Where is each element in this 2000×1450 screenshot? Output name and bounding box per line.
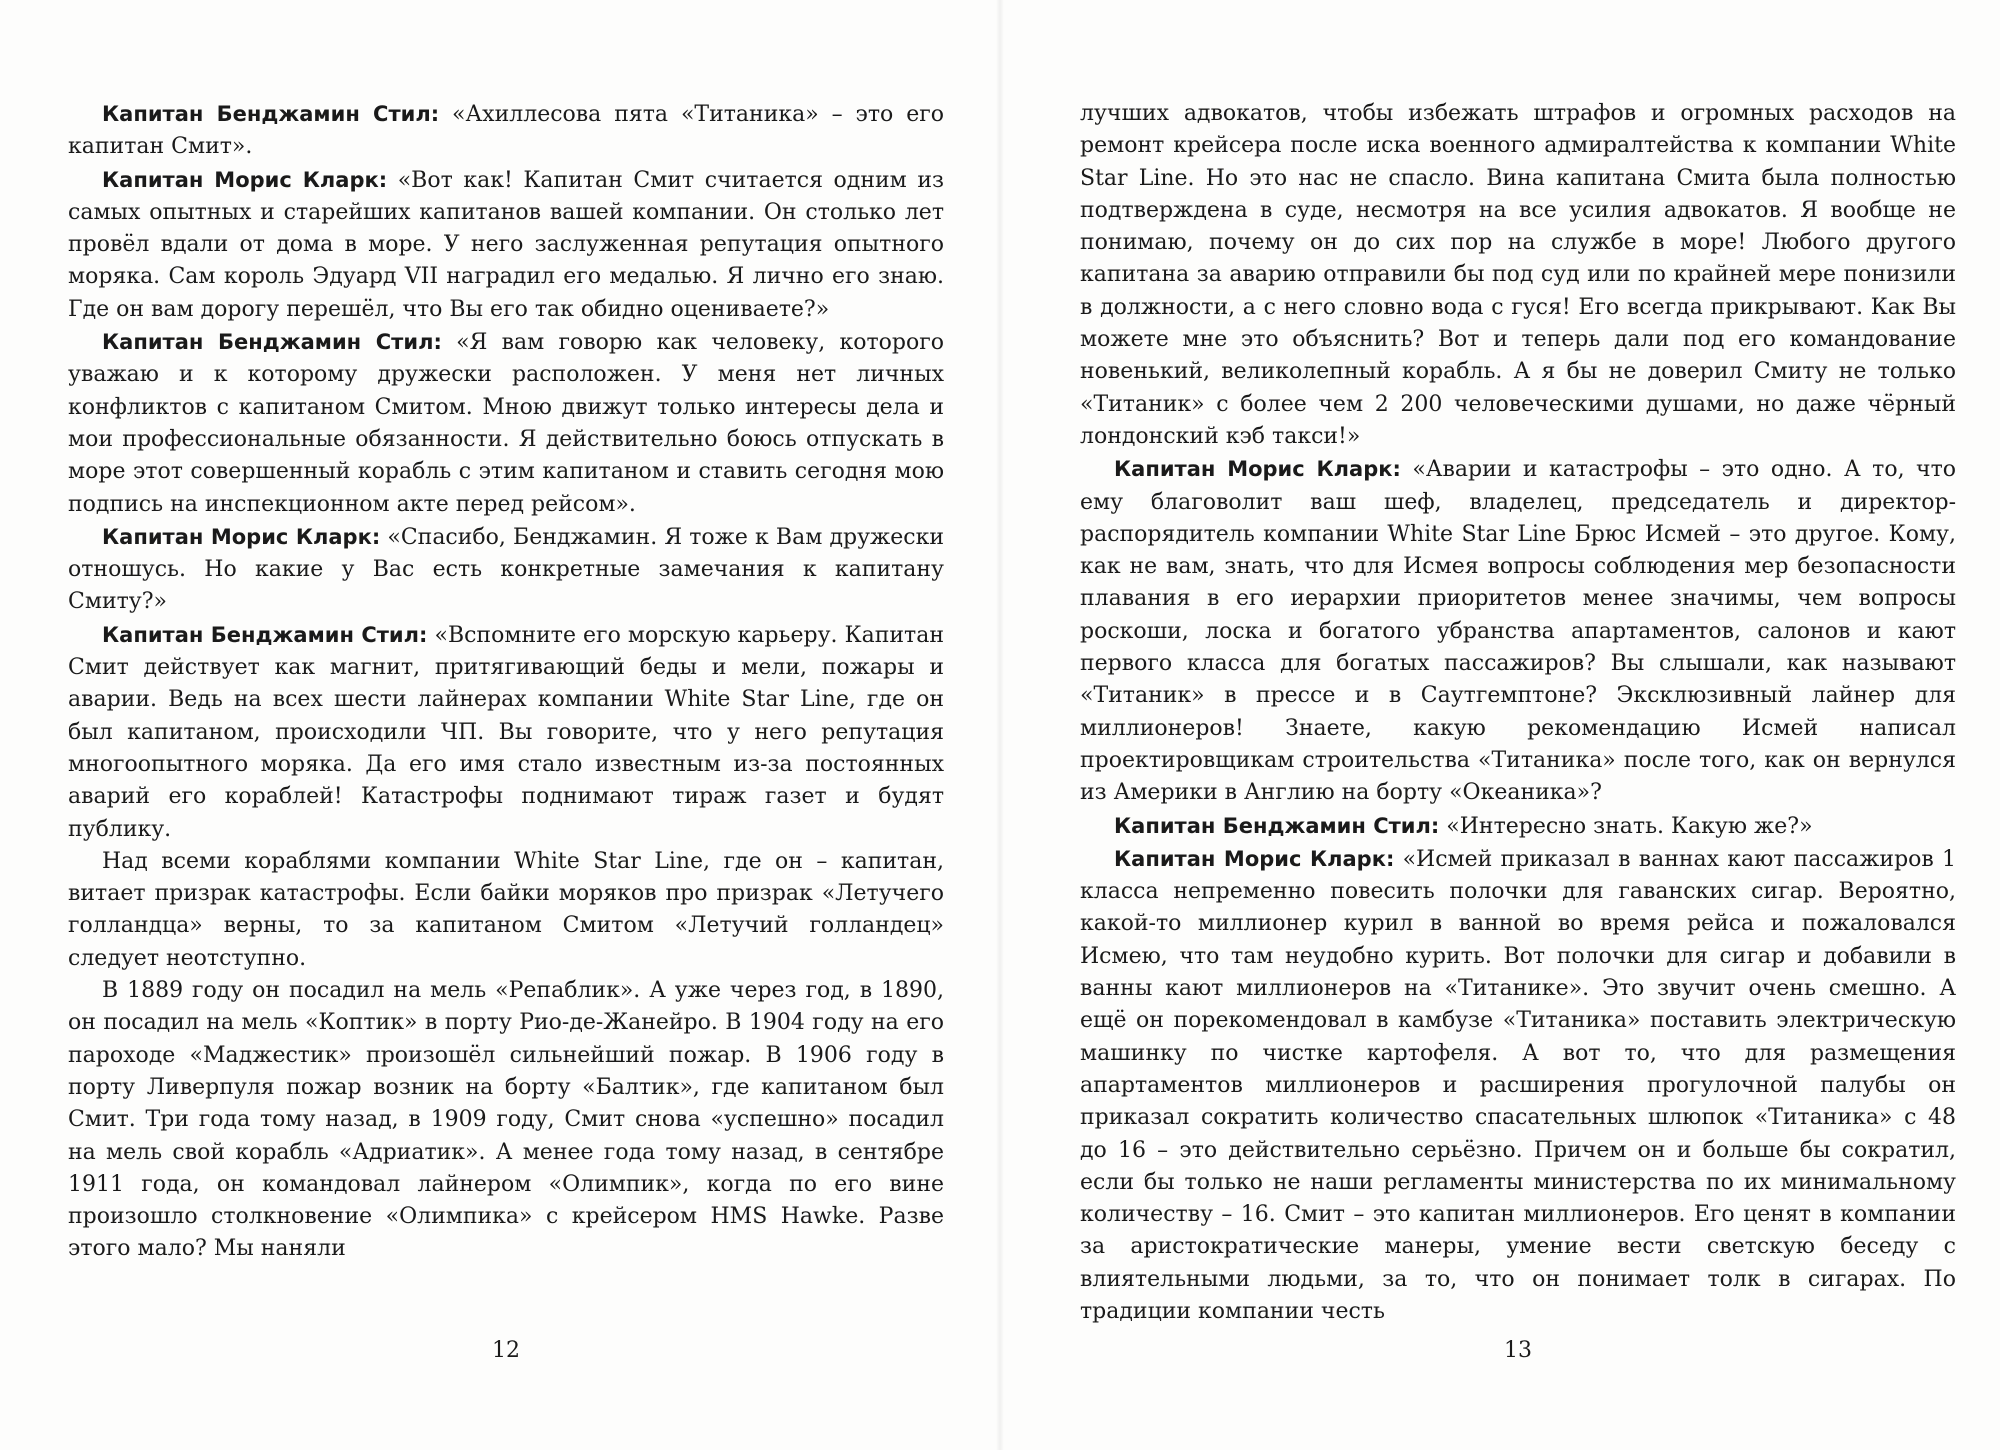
paragraph: [68, 326, 944, 521]
speaker-label: Капитан Морис Кларк:: [102, 167, 388, 192]
paragraph: [68, 975, 944, 1266]
paragraph-text: «Аварии и катастрофы – это одно. А то, что ему благоволит ваш шеф, владелец, председатель и директор-распорядитель компании White Star Line Брюс Исмей – это другое. Кому, как не вам, знать, что для Исмея вопросы соблюдения мер безопасности плавания в его иерархии приоритетов менее значимы, чем вопросы роскоши, лоска и богатого убранства апартаментов, салонов и кают первого класса для богатых пассажиров? Вы слышали, как называют «Титаник» в прессе и в Саутгемптоне? Эксклюзивный лайнер для миллионеров! Знаете, какую рекомендацию Исмей написал проектировщикам строительства «Титаника» после того, как он вернулся из Америки в Англию на борту «Океаника»?: [1080, 457, 1956, 806]
speaker-label: Капитан Морис Кларк:: [1114, 457, 1401, 482]
paragraph: [68, 846, 944, 975]
speaker-label: Капитан Морис Кларк:: [1114, 846, 1395, 871]
paragraph: [1080, 98, 1956, 453]
speaker-label: Капитан Бенджамин Стил:: [102, 102, 440, 126]
paragraph-text: «Вспомните его морскую карьеру. Капитан Смит действует как магнит, притягивающий беды и мели, пожары и аварии. Ведь на всех шести лайнерах компании White Star Line, где он был капитаном, происходили ЧП. Вы говорите, что у него репутация многоопытного моряка. Да его имя стало известным из-за постоянных аварий его кораблей! Катастрофы поднимают тираж газет и будят публику.: [68, 622, 944, 842]
paragraph-text: лучших адвокатов, чтобы избежать штрафов и огромных расходов на ремонт крейсера после иска военного адмиралтейства к компании White Star Line. Но это нас не спасло. Вина капитана Смита была полностью подтверждена в суде, несмотря на все усилия адвокатов. Я вообще не понимаю, почему он до сих пор на службе в море! Любого другого капитана за аварию отправили бы под суд или по крайней мере понизили в должности, а с него словно вода с гуся! Его всегда прикрывают. Как Вы можете мне это объяснить? Вот и теперь дали под его командование новенький, великолепный корабль. А я бы не доверил Смиту не только «Титаник» с более чем 2 200 человеческими душами, но даже чёрный лондонский кэб такси!»: [1080, 101, 1956, 449]
speaker-label: Капитан Морис Кларк:: [102, 524, 381, 549]
paragraph: [1080, 810, 1956, 843]
paragraph-text: «Спасибо, Бенджамин. Я тоже к Вам дружески отношусь. Но какие у Вас есть конкретные замечания к капитану Смиту?»: [68, 524, 944, 615]
paragraph-text: «Вот как! Капитан Смит считается одним из самых опытных и старейших капитанов вашей компании. Он столько лет провёл вдали от дома в море. У него заслуженная репутация опытного моряка. Сам король Эдуард VII наградил его медалью. Я лично его знаю. Где он вам дорогу перешёл, что Вы его так обидно оцениваете?»: [68, 167, 944, 322]
left-page: [68, 98, 944, 1326]
speaker-label: Капитан Бенджамин Стил:: [102, 622, 428, 647]
left-page-body: [68, 98, 944, 1326]
paragraph-text: «Я вам говорю как человеку, которого уважаю и к которому дружески расположен. У меня нет личных конфликтов с капитаном Смитом. Мною движут только интересы дела и мои профессиональные обязанности. Я действительно боюсь отпускать в море этот совершенный корабль с этим капитаном и ставить сегодня мою подпись на инспекционном акте перед рейсом».: [68, 330, 944, 517]
paragraph: [68, 521, 944, 619]
book-gutter: [996, 0, 1004, 1450]
paragraph-text: В 1889 году он посадил на мель «Репаблик». А уже через год, в 1890, он посадил на мель «Коптик» в порту Рио-де-Жанейро. В 1904 году на его пароходе «Маджестик» произошёл сильнейший пожар. В 1906 году в порту Ливерпуля пожар возник на борту «Балтик», где капитаном был Смит. Три года тому назад, в 1909 году, Смит снова «успешно» посадил на мель свой корабль «Адриатик». А менее года тому назад, в сентябре 1911 года, он командовал лайнером «Олимпик», когда по его вине произошло столкновение «Олимпика» с крейсером HMS Hawke. Разве этого мало? Мы наняли: [68, 978, 944, 1262]
page-number-right: 13: [1504, 1338, 1532, 1363]
paragraph-text: Над всеми кораблями компании White Star Line, где он – капитан, витает призрак катастрофы. Если байки моряков про призрак «Летучего голландца» верны, то за капитаном Смитом «Летучий голландец» следует неотступно.: [68, 848, 944, 971]
paragraph: [68, 98, 944, 164]
paragraph: [68, 164, 944, 326]
right-page-body: [1080, 98, 1956, 1326]
right-page: [1080, 98, 1956, 1326]
page-number-left: 12: [492, 1338, 520, 1363]
paragraph: [68, 619, 944, 846]
paragraph-text: «Интересно знать. Какую же?»: [1439, 813, 1813, 839]
paragraph: [1080, 453, 1956, 809]
speaker-label: Капитан Бенджамин Стил:: [102, 330, 442, 355]
paragraph-text: «Ахиллесова пята «Титаника» – это его капитан Смит».: [68, 102, 944, 160]
paragraph-text: «Исмей приказал в ваннах кают пассажиров 1 класса непременно повесить полочки для гаванских сигар. Вероятно, какой-то миллионер курил в ванной во время рейса и пожаловался Исмею, что там неудобно курить. Вот полочки для сигар и добавили в ванны кают миллионеров на «Титанике». Это звучит очень смешно. А ещё он порекомендовал в камбузе «Титаника» поставить электрическую машинку по чистке картофеля. А вот то, что для размещения апартаментов миллионеров и расширения прогулочной палубы он приказал сократить количество спасательных шлюпок «Титаника» с 48 до 16 – это действительно серьёзно. Причем он и больше бы сократил, если бы только не наши регламенты министерства по их минимальному количеству – 16. Смит – это капитан миллионеров. Его ценят в компании за аристократические манеры, умение вести светскую беседу с влиятельными людьми, за то, что он понимает толк в сигарах. По традиции компании честь: [1080, 846, 1956, 1324]
speaker-label: Капитан Бенджамин Стил:: [1114, 813, 1440, 838]
paragraph: [1080, 843, 1956, 1326]
